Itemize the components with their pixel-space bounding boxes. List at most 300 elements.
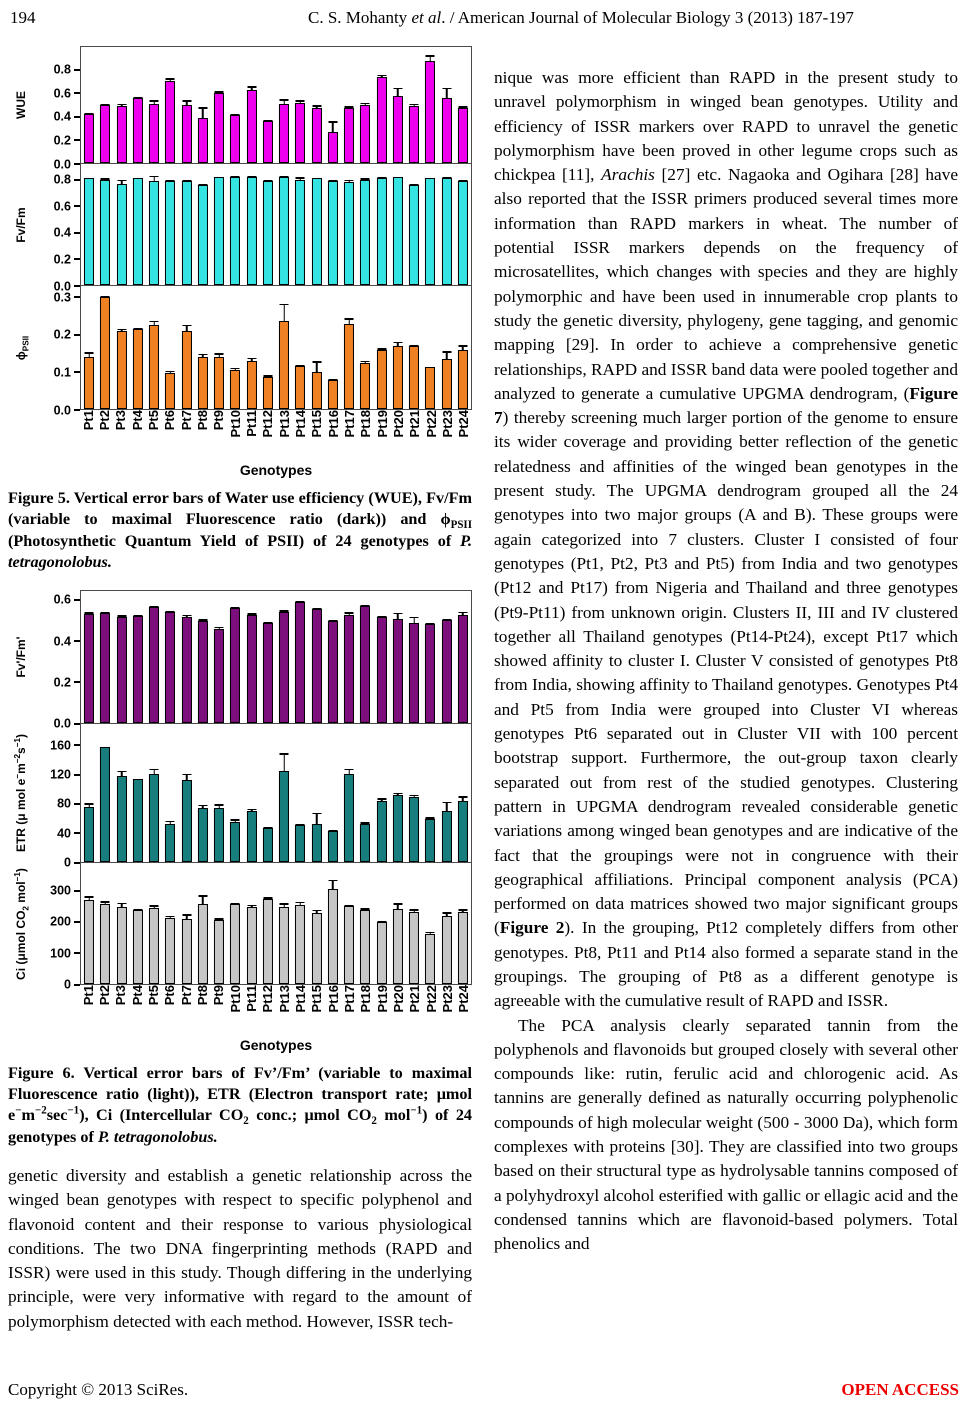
bar [442, 98, 452, 163]
tick-label: 0.6 [53, 199, 71, 214]
error-bar [442, 802, 451, 811]
bar [84, 900, 94, 984]
y-axis-ticks [34, 286, 80, 417]
error-bar [101, 901, 110, 903]
error-bar [166, 916, 175, 918]
bar [247, 811, 257, 861]
y-axis-ticks [34, 863, 80, 992]
x-tick-label: Pt4 [129, 984, 145, 1005]
tick-label: 0.2 [53, 327, 71, 342]
bar [100, 613, 110, 723]
bar [247, 615, 257, 723]
bar [377, 178, 387, 285]
left-column [8, 42, 472, 1334]
error-bar [442, 619, 451, 620]
x-tick-label: Pt1 [80, 410, 96, 431]
figure5-caption: Figure 5. Vertical error bars of Water use efficiency (WUE), Fv/Fm (variable to maximal Fluorescence ratio (dark)) and $\phi_{PSII}$ (Photosynthetic Quantum Yield of PSII) of 24 genotypes of P. tetragonolobus. [8, 489, 472, 572]
error-bar [312, 813, 321, 824]
error-bar [231, 903, 240, 904]
bar [295, 905, 305, 983]
bar [409, 623, 419, 723]
bar [328, 181, 338, 285]
error-bar [101, 178, 110, 179]
x-tick-label: Pt6 [162, 984, 178, 1005]
bar [263, 377, 273, 409]
bar [279, 771, 289, 862]
bar [458, 108, 468, 163]
bar [442, 916, 452, 984]
error-bar [117, 615, 126, 617]
error-bar [263, 120, 272, 121]
chart-panel-WUE [8, 46, 472, 171]
bar [182, 105, 192, 163]
copyright-text: Copyright © 2013 SciRes. [8, 1380, 189, 1399]
bar [360, 824, 370, 862]
error-bar [133, 328, 142, 329]
error-bar [182, 774, 191, 781]
bar [344, 615, 354, 723]
error-bar [361, 605, 370, 606]
bar [182, 780, 192, 861]
error-bar [166, 821, 175, 824]
tick-label: 80 [57, 796, 71, 811]
error-bar [410, 909, 419, 912]
x-tick-label: Pt22 [423, 984, 439, 1012]
x-tick-label: Pt17 [341, 984, 357, 1012]
plot-area [80, 724, 472, 863]
error-bar [85, 803, 94, 807]
error-bar [296, 601, 305, 602]
x-tick-label: Pt12 [260, 984, 276, 1012]
tick-label: 0.2 [53, 133, 71, 148]
error-bar [312, 608, 321, 609]
error-bar [166, 78, 175, 80]
bar [312, 609, 322, 723]
bar [458, 615, 468, 723]
bar [133, 178, 143, 285]
bar [458, 181, 468, 285]
tick-label: 0 [64, 855, 71, 870]
error-bar [101, 104, 110, 105]
error-bar [215, 804, 224, 808]
error-bar [345, 769, 354, 775]
plot-area [80, 590, 472, 724]
tick-label: 100 [50, 945, 71, 960]
bar [344, 182, 354, 285]
bar [198, 621, 208, 723]
x-tick-label: Pt3 [113, 410, 129, 431]
tick-label: 0.6 [53, 592, 71, 607]
error-bar [361, 908, 370, 910]
bar [409, 912, 419, 983]
error-bar [361, 103, 370, 105]
tick-label: 120 [50, 767, 71, 782]
error-bar [393, 613, 402, 619]
error-bar [198, 805, 207, 808]
tick-label: 0.0 [53, 278, 71, 293]
bar [198, 904, 208, 983]
bar [100, 747, 110, 861]
bar [84, 807, 94, 861]
error-bar [182, 180, 191, 181]
bar [247, 907, 257, 983]
bar [165, 824, 175, 862]
bar [377, 617, 387, 723]
bar [393, 346, 403, 409]
tick-label: 200 [50, 914, 71, 929]
error-bar [426, 932, 435, 934]
error-bar [442, 88, 451, 98]
bar [117, 776, 127, 862]
x-tick-label: Pt19 [374, 984, 390, 1012]
x-tick-label: Pt15 [309, 984, 325, 1012]
error-bar [263, 375, 272, 377]
bar [425, 819, 435, 862]
y-axis-label: Fv/Fm [14, 207, 28, 243]
bar [312, 108, 322, 163]
bar [230, 822, 240, 862]
x-tick-label: Pt17 [341, 410, 357, 438]
bar [409, 106, 419, 163]
error-bar [150, 905, 159, 908]
bar [165, 918, 175, 984]
bar [312, 372, 322, 409]
x-tick-label: Pt10 [227, 410, 243, 438]
error-bar [247, 809, 256, 812]
bar [165, 612, 175, 723]
x-axis-category-labels [80, 410, 472, 460]
error-bar [345, 905, 354, 907]
error-bar [377, 798, 386, 801]
error-bar [458, 796, 467, 801]
bar [263, 181, 273, 285]
error-bar [328, 379, 337, 380]
bar [149, 774, 159, 862]
bar [84, 178, 94, 285]
x-tick-label: Pt24 [456, 410, 472, 438]
tick-label: 0.2 [53, 252, 71, 267]
error-bar [198, 184, 207, 185]
error-bar [361, 822, 370, 823]
error-bar [410, 345, 419, 347]
x-tick-label: Pt12 [260, 410, 276, 438]
bar [230, 904, 240, 983]
paragraph: nique was more efficient than RAPD in the present study to unravel polymorphism in winged bean genotypes. Utility and efficiency of ISSR markers over RAPD to unravel the genetic polymorphism have been proved in other legume crops such as chickpea [11], Arachis [27] etc. Nagaoka and Ogihara [28] have also reported that the ISSR primers produced several times more information than RAPD markers in wheat. The number of potential ISSR markers depends on the frequency of microsatellites, which changes with species and they are highly polymorphic and have been used in innumerable crop plants to study the genetic diversity, phylogeny, gene tagging, and genomic mapping [29]. In order to achieve a comprehensive genetic relationships, RAPD and ISSR band data were pooled together and analyzed to generate a cumulative UPGMA dendrogram, (Figure 7) thereby screening much larger portion of the genome to ensure its wider coverage and providing better reflection of the genetic relatedness and affinities of the winged bean genotypes in the present study. The UPGMA dendrogram grouped all the 24 genotypes into two major groups (A and B). These groups were again categorized into 7 clusters. Cluster I consisted of four genotypes (Pt1, Pt2, Pt3 and Pt5) from India and two genotypes (Pt12 and Pt17) from Nigeria and Thailand and three genotypes (Pt9-Pt11) from unknown origin. Clusters II, III and IV clustered together all Thailand genotypes (Pt14-Pt24), except Pt17 which showed affinity to cluster I. Cluster V consisted of genotypes Pt8 from India, showing affinity to Thailand genotypes. Genotypes Pt4 and Pt5 from India were grouped into Cluster VI whereas genotypes Pt6 separated out in Cluster VII with 100 percent bootstrap support. Furthermore, the out-group taxon clearly separated out from rest of the studied genotypes. Clustering pattern in UPGMA dendrogram revealed considerable genetic variations among winged bean genotypes and are indicative of the fact that the groupings were not in congruence with their geographical affiliations. Principal component analysis (PCA) performed on data matrices showed two major significant groups (Figure 2). In the grouping, Pt12 completely differs from other genotypes. Pt8, Pt11 and Pt14 also formed a separate stand in the groupings. The grouping of Pt8 as a different genotype is agreeable with the cumulative result of RAPD and ISSR. [494, 68, 958, 1011]
bar [133, 329, 143, 409]
plot-area [80, 46, 472, 164]
x-tick-label: Pt5 [145, 410, 161, 431]
bar [295, 180, 305, 285]
bar [214, 357, 224, 409]
x-tick-label: Pt3 [113, 984, 129, 1005]
x-tick-label: Pt11 [243, 984, 259, 1012]
y-axis-ticks [34, 164, 80, 293]
x-tick-label: Pt8 [194, 984, 210, 1005]
error-bar [166, 611, 175, 612]
x-tick-label: Pt23 [439, 410, 455, 438]
figure6-chart [8, 590, 472, 1053]
bar [458, 801, 468, 861]
error-bar [231, 368, 240, 370]
bar [393, 96, 403, 163]
bar [377, 77, 387, 163]
error-bar [426, 817, 435, 818]
bar [442, 359, 452, 409]
error-bar [263, 180, 272, 181]
error-bar [393, 793, 402, 796]
tick-label: 0.8 [53, 172, 71, 187]
bar [344, 324, 354, 409]
bar [377, 801, 387, 861]
bar [149, 181, 159, 285]
tick-label: 0.4 [53, 633, 71, 648]
x-tick-label: Pt13 [276, 410, 292, 438]
x-tick-label: Pt6 [162, 410, 178, 431]
error-bar [410, 617, 419, 623]
error-bar [182, 615, 191, 617]
x-axis-category-labels [80, 985, 472, 1035]
bar [247, 90, 257, 163]
x-tick-label: Pt19 [374, 410, 390, 438]
bar [214, 93, 224, 163]
error-bar [345, 106, 354, 108]
error-bar [312, 910, 321, 913]
error-bar [426, 367, 435, 368]
error-bar [410, 184, 419, 185]
error-bar [361, 361, 370, 364]
y-axis-ticks [34, 46, 80, 171]
error-bar [85, 352, 94, 356]
bar [263, 899, 273, 984]
bar [149, 607, 159, 723]
bar [409, 185, 419, 285]
x-tick-label: Pt16 [325, 410, 341, 438]
tick-label: 300 [50, 883, 71, 898]
error-bar [215, 91, 224, 93]
bar [214, 808, 224, 862]
bar [263, 828, 273, 861]
error-bar [247, 86, 256, 89]
error-bar [101, 296, 110, 297]
error-bar [117, 903, 126, 907]
bar [344, 774, 354, 861]
bar [182, 617, 192, 723]
bar [393, 619, 403, 723]
error-bar [198, 619, 207, 621]
error-bar [377, 921, 386, 922]
bar [117, 184, 127, 285]
error-bar [150, 606, 159, 607]
bar [458, 350, 468, 409]
bar [149, 325, 159, 409]
bar [295, 103, 305, 163]
tick-label: 0.4 [53, 109, 71, 124]
error-bar [101, 612, 110, 613]
x-tick-label: Pt2 [96, 984, 112, 1005]
error-bar [166, 180, 175, 181]
bar [133, 910, 143, 983]
right-column [494, 42, 958, 1334]
error-bar [296, 365, 305, 366]
bar [100, 904, 110, 984]
error-bar [231, 819, 240, 821]
bar [117, 106, 127, 163]
error-bar [442, 177, 451, 178]
bar [165, 181, 175, 285]
x-tick-label: Pt7 [178, 984, 194, 1005]
error-bar [231, 607, 240, 608]
bar [377, 922, 387, 983]
bar [133, 98, 143, 163]
error-bar [85, 113, 94, 114]
paragraph: genetic diversity and establish a genetic relationship across the winged bean genotypes with respect to specific polyphenol and flavonoid content and their response to various physiological conditions. The two DNA fingerprinting methods (RAPD and ISSR) were used in this study. Though differing in the underlying principle, were very informative with regard to the amount of polymorphism detected with each method. However, ISSR tech- [8, 1166, 472, 1331]
x-tick-label: Pt20 [390, 410, 406, 438]
bar [117, 617, 127, 723]
figure5-chart [8, 46, 472, 478]
error-bar [458, 180, 467, 181]
error-bar [377, 75, 386, 77]
bar [360, 105, 370, 163]
error-bar [296, 824, 305, 825]
bar [230, 177, 240, 285]
bar [182, 331, 192, 409]
error-bar [458, 106, 467, 108]
error-bar [198, 895, 207, 904]
page-number: 194 [10, 8, 36, 27]
x-axis-title: Genotypes [239, 462, 313, 478]
open-access-label: OPEN ACCESS [841, 1380, 959, 1399]
error-bar [393, 903, 402, 909]
tick-label: 0.0 [53, 402, 71, 417]
bar [84, 614, 94, 723]
tick-label: 0.8 [53, 62, 71, 77]
bar [214, 177, 224, 285]
bar [344, 108, 354, 163]
x-tick-label: Pt23 [439, 984, 455, 1012]
x-tick-label: Pt14 [292, 410, 308, 438]
bar [198, 357, 208, 409]
error-bar [247, 613, 256, 615]
error-bar [150, 321, 159, 325]
plot-area [80, 286, 472, 410]
bar [295, 602, 305, 723]
error-bar [150, 100, 159, 103]
error-bar [328, 880, 337, 889]
error-bar [247, 176, 256, 177]
x-tick-label: Pt8 [194, 410, 210, 431]
error-bar [263, 827, 272, 828]
error-bar [231, 114, 240, 115]
error-bar [215, 353, 224, 356]
error-bar [377, 616, 386, 617]
bar [409, 346, 419, 409]
tick-label: 0.2 [53, 675, 71, 690]
y-axis-label: WUE [14, 91, 28, 119]
error-bar [117, 771, 126, 776]
error-bar [296, 902, 305, 906]
two-column-layout [8, 42, 959, 1334]
error-bar [85, 178, 94, 179]
error-bar [426, 178, 435, 179]
bar [312, 178, 322, 285]
tick-label: 0.6 [53, 85, 71, 100]
bar [100, 105, 110, 163]
bar [328, 380, 338, 409]
y-axis-ticks [34, 590, 80, 731]
error-bar [150, 176, 159, 181]
bar [425, 61, 435, 163]
bar [425, 624, 435, 722]
bar [247, 177, 257, 285]
x-tick-label: Pt5 [145, 984, 161, 1005]
x-tick-label: Pt18 [358, 984, 374, 1012]
x-tick-label: Pt21 [407, 410, 423, 438]
chart-panel-phiPSII [8, 286, 472, 417]
error-bar [166, 371, 175, 373]
bar [133, 616, 143, 723]
error-bar [280, 99, 289, 104]
error-bar [377, 348, 386, 350]
x-tick-label: Pt20 [390, 984, 406, 1012]
tick-label: 0 [64, 977, 71, 992]
error-bar [133, 615, 142, 616]
error-bar [133, 97, 142, 98]
error-bar [280, 903, 289, 906]
bar [458, 912, 468, 984]
bar [117, 331, 127, 409]
error-bar [312, 105, 321, 108]
error-bar [442, 351, 451, 359]
x-tick-label: Pt9 [211, 410, 227, 431]
chart-panel-Fv'/Fm' [8, 590, 472, 731]
tick-label: 0.4 [53, 225, 71, 240]
bar [393, 909, 403, 983]
bar [198, 808, 208, 862]
bar [328, 889, 338, 984]
bar [295, 825, 305, 861]
error-bar [312, 361, 321, 371]
bar [198, 185, 208, 285]
error-bar [215, 177, 224, 178]
error-bar [85, 896, 94, 900]
error-bar [312, 178, 321, 179]
tick-label: 40 [57, 826, 71, 840]
bar [117, 907, 127, 984]
left-body-text [8, 1164, 472, 1334]
bar [149, 908, 159, 983]
error-bar [198, 107, 207, 117]
bar [425, 178, 435, 285]
bar [182, 919, 192, 984]
bar [344, 906, 354, 983]
error-bar [247, 358, 256, 361]
bar [360, 606, 370, 723]
bar [312, 913, 322, 984]
x-tick-label: Pt15 [309, 410, 325, 438]
error-bar [426, 55, 435, 61]
bar [393, 795, 403, 861]
bar [360, 910, 370, 984]
x-tick-label: Pt21 [407, 984, 423, 1012]
error-bar [231, 176, 240, 177]
figure6-caption: Figure 6. Vertical error bars of Fv’/Fm’ (variable to maximal Fluorescence ratio (light)), ETR (Electron transport rate; μmol $e^-m^{-2}\sec^{-1}$), Ci (Intercellular $CO_2$ conc.; μmol $CO_2$ mol$^{-1}$) of 24 genotypes of P. tetragonolobus. [8, 1063, 473, 1146]
bar [165, 373, 175, 409]
error-bar [280, 753, 289, 770]
bar [377, 350, 387, 409]
bar [263, 623, 273, 723]
bar [425, 367, 435, 409]
error-bar [150, 769, 159, 774]
